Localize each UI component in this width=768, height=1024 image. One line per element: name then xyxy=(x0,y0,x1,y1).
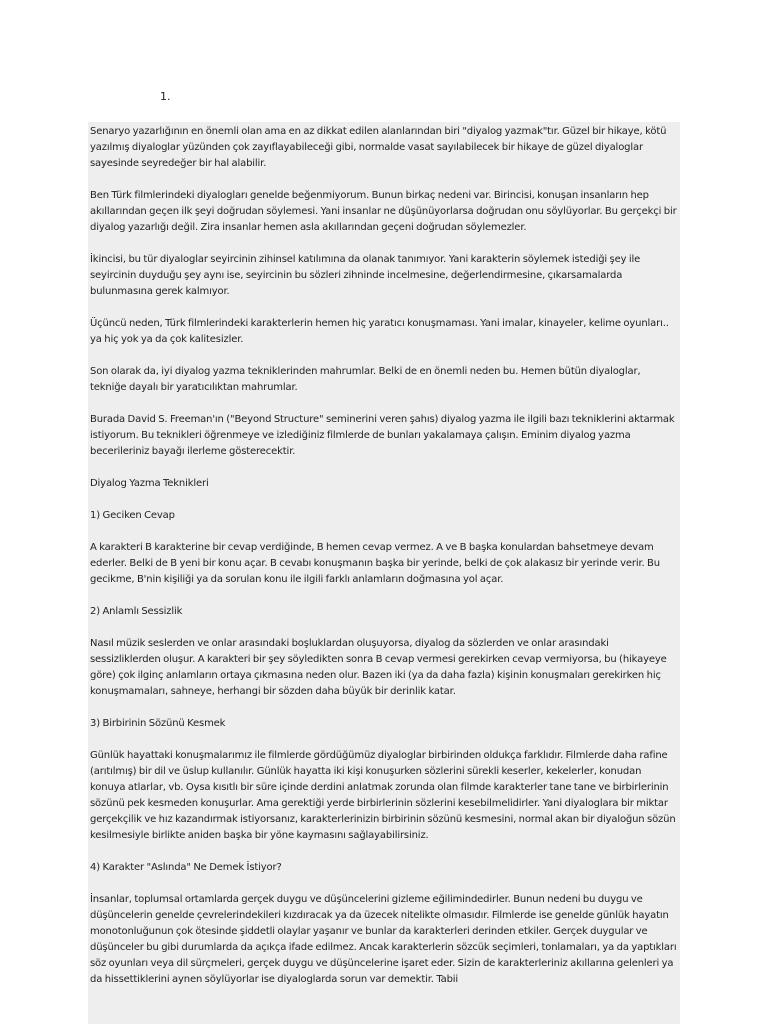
paragraph: A karakteri B karakterine bir cevap verdiğinde, B hemen cevap vermez. A ve B başka konulardan bahsetmeye devam ederler. Belki de B yeni bir konu açar. B cevabı konuşmanın başka bir yerinde, belki de çok alakasız bir yerinde verir. Bu gecikme, B'nin kişiliği ya da sorulan konu ile ilgili farklı anlamların doğmasına yol açar. xyxy=(90,542,660,585)
paragraph: Nasıl müzik seslerden ve onlar arasındaki boşluklardan oluşuyorsa, diyalog da sözlerden ve onlar arasındaki sessizliklerden oluşur. A karakteri bir şey söyledikten sonra B cevap vermesi gerekirken cevap vermiyorsa, bu (hikayeye göre) çok ilginç anlamların ortaya çıkmasına neden olur. Bazen iki (ya da daha fazla) kişinin konuşmaları gerekirken hiç konuşmamaları, sahneye, herhangi bir sözden daha büyük bir derinlik katar. xyxy=(90,638,667,697)
paragraph: Senaryo yazarlığının en önemli olan ama en az dikkat edilen alanlarından biri "diyalog yazmak"tır. Güzel bir hikaye, kötü yazılmış diyaloglar yüzünden çok zayıflayabileceği gibi, normalde vasat sayılabilecek bir hikaye de güzel diyaloglar sayesinde seyredeğer bir hal alabilir. xyxy=(90,126,667,169)
paragraph: İnsanlar, toplumsal ortamlarda gerçek duygu ve düşüncelerini gizleme eğilimindedirler. Bunun nedeni bu duygu ve düşüncelerin genelde çevrelerindekileri kızdıracak ya da üzecek nitelikte olmasıdır. Filmlerde ise genelde günlük hayatın monotonluğunun çok ötesinde şiddetli olaylar yaşanır ve bunlar da karakterleri derinden etkiler. Gerçek duygular ve düşünceler bu gibi durumlarda da açıkça ifade edilmez. Ancak karakterlerin sözcük seçimleri, tonlamaları, ya da yaptıkları söz oyunları veya dil sürçmeleri, gerçek duygu ve düşüncelerine işaret eder. Sizin de karakterleriniz akıllarına gelenleri ya da hissettiklerini aynen söylüyorlar ise diyaloglarda sorun var demektir. Tabii xyxy=(90,894,677,985)
page-number: 1. xyxy=(160,90,171,103)
paragraph: Ben Türk filmlerindeki diyalogları genelde beğenmiyorum. Bunun birkaç nedeni var. Birincisi, konuşan insanların hep akıllarından geçen ilk şeyi doğrudan söylemesi. Yani insanlar ne düşünüyorlarsa doğrudan onu söylüyorlar. Bu gerçekçi bir diyalog yazarlığı değil. Zira insanlar hemen asla akıllarından geçeni doğrudan söylemezler. xyxy=(90,190,677,233)
section-heading: Diyalog Yazma Teknikleri xyxy=(90,478,209,489)
section-heading: 3) Birbirinin Sözünü Kesmek xyxy=(90,718,226,729)
paragraph: Burada David S. Freeman'ın ("Beyond Structure" seminerini veren şahıs) diyalog yazma ile ilgili bazı tekniklerini aktarmak istiyorum. Bu teknikleri öğrenmeye ve izlediğiniz filmlerde de bunları yakalamaya çalışın. Eminim diyalog yazma becerileriniz bayağı ilerleme gösterecektir. xyxy=(90,414,675,457)
section-heading: 1) Geciken Cevap xyxy=(90,510,175,521)
section-heading: 2) Anlamlı Sessizlik xyxy=(90,606,183,617)
paragraph: Üçüncü neden, Türk filmlerindeki karakterlerin hemen hiç yaratıcı konuşmaması. Yani imalar, kinayeler, kelime oyunları.. ya hiç yok ya da çok kalitesizler. xyxy=(90,318,669,345)
document-body xyxy=(88,122,680,1024)
paragraph: Son olarak da, iyi diyalog yazma tekniklerinden mahrumlar. Belki de en önemli neden bu. Hemen bütün diyaloglar, tekniğe dayalı bir yaratıcılıktan mahrumlar. xyxy=(90,366,641,393)
section-heading: 4) Karakter "Aslında" Ne Demek İstiyor? xyxy=(90,862,282,873)
paragraph: İkincisi, bu tür diyaloglar seyircinin zihinsel katılımına da olanak tanımıyor. Yani karakterin söylemek istediği şey ile seyircinin duyduğu şey aynı ise, seyircinin bu sözleri zihninde incelmesine, değerlendirmesine, çıkarsamalarda bulunmasına gerek kalmıyor. xyxy=(90,254,641,297)
paragraph: Günlük hayattaki konuşmalarımız ile filmlerde gördüğümüz diyaloglar birbirinden oldukça farklıdır. Filmlerde daha rafine (arıtılmış) bir dil ve üslup kullanılır. Günlük hayatta iki kişi konuşurken sözlerini sürekli keserler, kekelerler, konudan konuya atlarlar, vb. Oysa kısıtlı bir süre içinde derdini anlatmak zorunda olan filmde karakterler tane tane ve birbirlerinin sözünü pek kesmeden konuşurlar. Ama gerektiği yerde birbirlerinin sözlerini kesebilmelidirler. Yani diyaloglara bir miktar gerçekçilik ve hız kazandırmak istiyorsanız, karakterlerinizin birbirinin sözünü kesmesini, normal akan bir diyaloğun sözün kesilmesiyle birlikte aniden başka bir yöne kaymasını sağlayabilirsiniz. xyxy=(90,750,676,841)
